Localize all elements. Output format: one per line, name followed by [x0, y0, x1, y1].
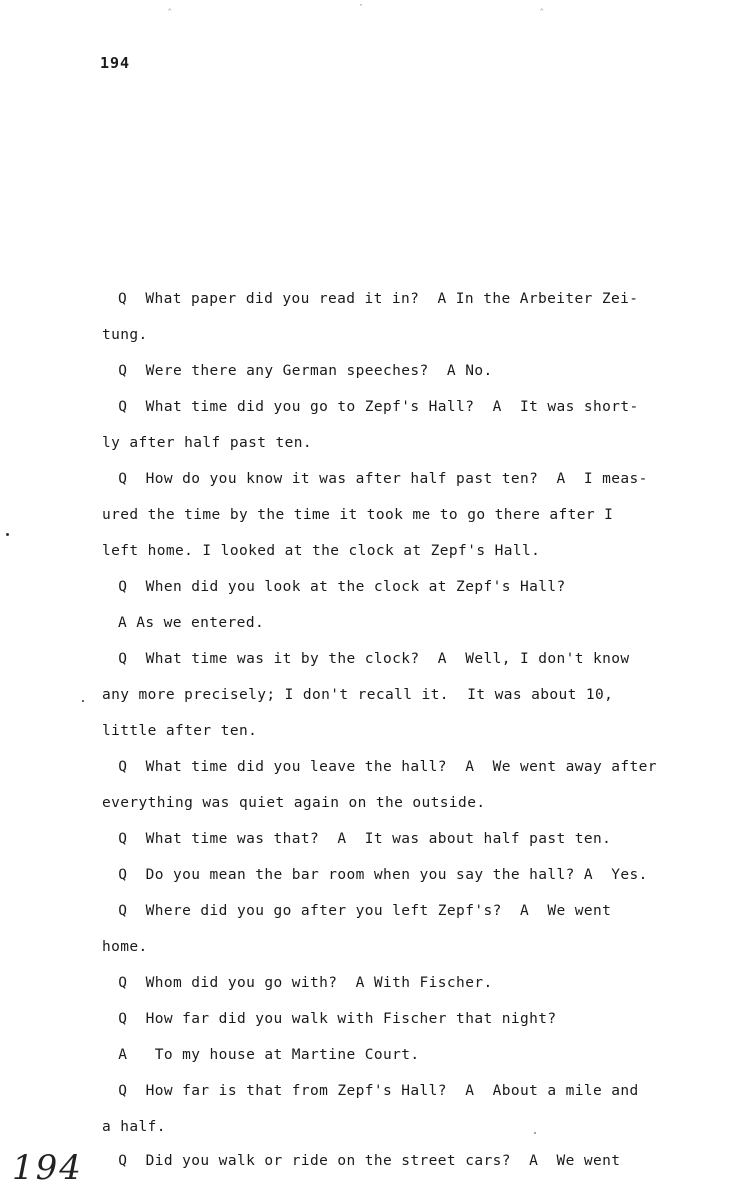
- scan-smudge: ·: [358, 0, 365, 11]
- scan-smudge: ‸: [540, 0, 544, 11]
- transcript-line: little after ten.: [102, 723, 258, 739]
- transcript-line: A As we entered.: [118, 615, 265, 631]
- scan-speck: [82, 700, 84, 702]
- transcript-line: a half.: [102, 1119, 166, 1135]
- transcript-line: Q Were there any German speeches? A No.: [100, 363, 493, 379]
- transcript-line: Q What time was it by the clock? A Well, I don't know: [100, 651, 630, 667]
- transcript-line: everything was quiet again on the outside.: [102, 795, 486, 811]
- scan-speck: [534, 1132, 536, 1134]
- page-number: 194: [100, 54, 131, 72]
- transcript-line: ly after half past ten.: [102, 435, 312, 451]
- transcript-line: Q Do you mean the bar room when you say the hall? A Yes.: [100, 867, 648, 883]
- transcript-line: left home. I looked at the clock at Zepf's Hall.: [102, 543, 541, 559]
- transcript-line: Q What time was that? A It was about half past ten.: [100, 831, 612, 847]
- transcript-line: Q How do you know it was after half past ten? A I meas-: [100, 471, 648, 487]
- transcript-line: Q How far did you walk with Fischer that night?: [100, 1011, 557, 1027]
- transcript-line: Q Where did you go after you left Zepf's? A We went: [100, 903, 612, 919]
- transcript-line: Q When did you look at the clock at Zepf's Hall?: [100, 579, 566, 595]
- transcript-line: Q What time did you leave the hall? A We went away after: [100, 759, 657, 775]
- transcript-line: home.: [102, 939, 148, 955]
- transcript-line: Q Did you walk or ride on the street cars? A We went: [100, 1153, 621, 1169]
- scan-speck: [6, 533, 9, 536]
- transcript-line: tung.: [102, 327, 148, 343]
- handwritten-page-number: 194: [12, 1148, 83, 1188]
- transcript-line: ured the time by the time it took me to go there after I: [102, 507, 614, 523]
- scan-smudge: ‸: [168, 0, 172, 11]
- transcript-line: Q What paper did you read it in? A In the Arbeiter Zei-: [118, 291, 639, 307]
- transcript-line: A To my house at Martine Court.: [100, 1047, 420, 1063]
- transcript-line: Q How far is that from Zepf's Hall? A About a mile and: [100, 1083, 639, 1099]
- transcript-line: any more precisely; I don't recall it. It was about 10,: [102, 687, 614, 703]
- transcript-line: Q What time did you go to Zepf's Hall? A It was short-: [100, 399, 639, 415]
- transcript-line: Q Whom did you go with? A With Fischer.: [100, 975, 493, 991]
